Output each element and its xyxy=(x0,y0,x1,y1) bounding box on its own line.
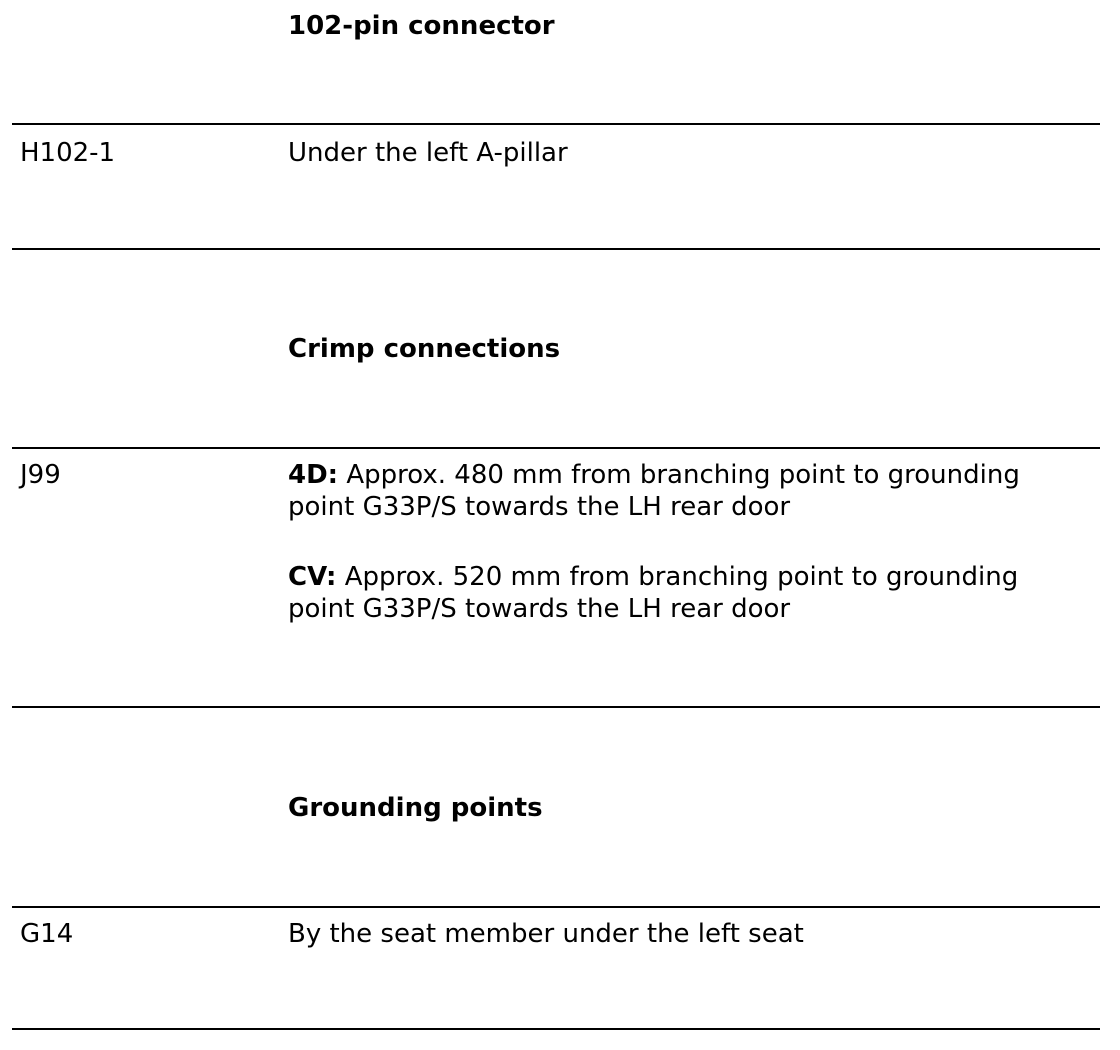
crimp-entry-cv xyxy=(288,561,1088,625)
section-heading-102-pin-connector: 102-pin connector xyxy=(288,11,555,41)
crimp-location xyxy=(288,459,1088,625)
crimp-code: J99 xyxy=(20,460,61,490)
grounding-location-text: By the seat member under the left seat xyxy=(288,919,804,949)
crimp-entry-4d xyxy=(288,459,1088,523)
variant-text-4d: Approx. 480 mm from branching point to grounding point G33P/S towards the LH rear door xyxy=(288,460,1020,522)
variant-label-4d: 4D: xyxy=(288,460,339,490)
variant-text-cv: Approx. 520 mm from branching point to grounding point G33P/S towards the LH rear door xyxy=(288,562,1019,624)
connector-location-text: Under the left A-pillar xyxy=(288,138,568,168)
section-heading-crimp-connections: Crimp connections xyxy=(288,334,561,364)
table-rule xyxy=(12,447,1100,449)
table-rule xyxy=(12,123,1100,125)
grounding-code: G14 xyxy=(20,919,74,949)
connector-code: H102-1 xyxy=(20,138,116,168)
grounding-location xyxy=(288,918,1088,950)
table-rule xyxy=(12,1028,1100,1030)
table-rule xyxy=(12,906,1100,908)
table-rule xyxy=(12,248,1100,250)
connector-location xyxy=(288,137,1088,169)
variant-label-cv: CV: xyxy=(288,562,337,592)
table-rule xyxy=(12,706,1100,708)
section-heading-grounding-points: Grounding points xyxy=(288,793,543,823)
